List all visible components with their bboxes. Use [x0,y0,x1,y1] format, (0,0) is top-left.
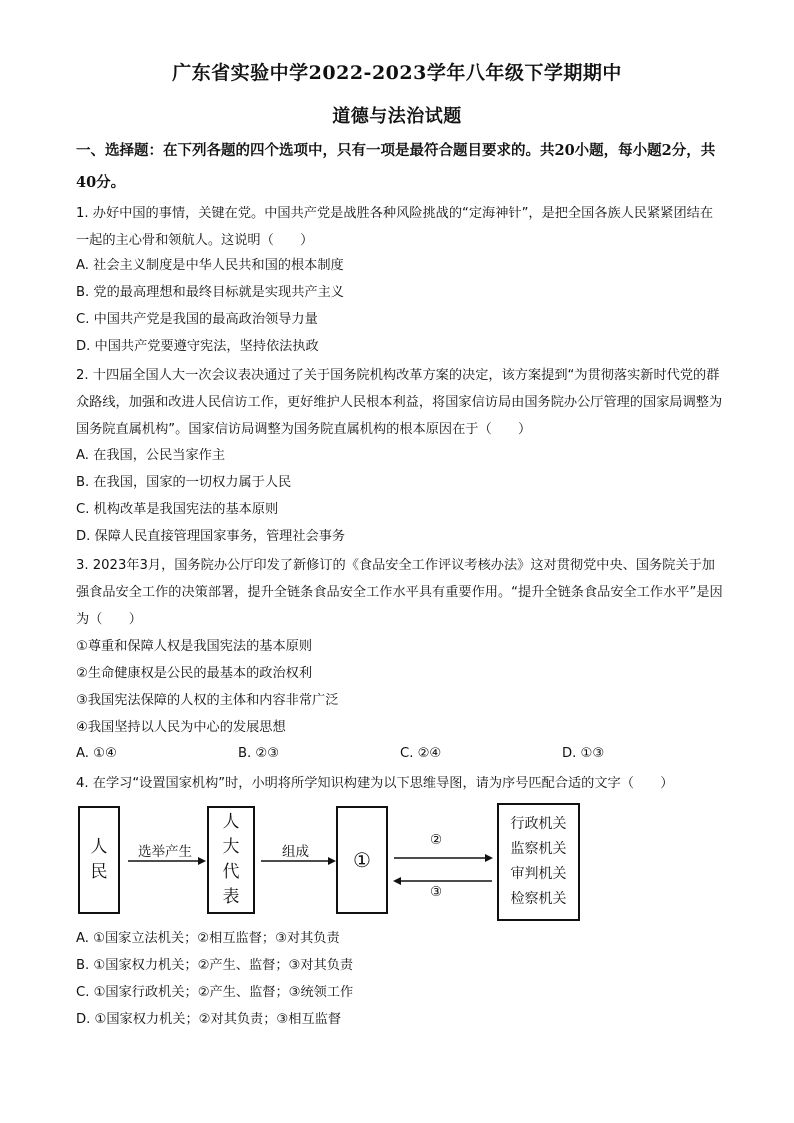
q4-option-b: B. ①国家权力机关；②产生、监督；③对其负责 [76,958,354,973]
q4-option-c: C. ①国家行政机关；②产生、监督；③统领工作 [76,985,354,1000]
blank-3-label: ③ [430,884,443,900]
q1-option-b: B. 党的最高理想和最终目标就是实现共产主义 [76,285,344,300]
q3-statement-2: ②生命健康权是公民的最基本的政治权利 [76,666,313,681]
q2-option-b: B. 在我国，国家的一切权力属于人民 [76,475,292,490]
blank-1-box [336,806,388,914]
section-instruction: 一、选择题：在下列各题的四个选项中，只有一项是最符合题目要求的。共20小题，每小题2分，共40分。 [76,142,716,191]
organ-supervisory: 监察机关 [510,841,567,857]
npc-label: 人大代表 [222,812,240,907]
blank-1-label: ① [353,848,371,872]
exam-title: 广东省实验中学2022-2023学年八年级下学期期中 [172,62,622,84]
q3-statement-1: ①尊重和保障人权是我国宪法的基本原则 [76,639,313,654]
blank-2-label: ② [430,832,443,848]
q2-option-c: C. 机构改革是我国宪法的基本原则 [76,502,279,517]
q3-option-a: A. ①④ [76,746,117,761]
q2-stem: 2. 十四届全国人大一次会议表决通过了关于国务院机构改革方案的决定，该方案提到“为贯彻落实新时代党的群众路线，加强和改进人民信访工作，更好维护人民根本利益，将国家信访局由国务院办公厅管理的国家局调整为国务院直属机构”。国家信访局调整为国务院直属机构的根本原因在于（ ） [76,368,723,437]
q3-statement-4: ④我国坚持以人民为中心的发展思想 [76,720,286,735]
exam-subtitle: 道德与法治试题 [332,106,462,127]
q1-option-d: D. 中国共产党要遵守宪法，坚持依法执政 [76,339,319,354]
compose-label: 组成 [282,844,309,860]
q4-stem: 4. 在学习“设置国家机构”时，小明将所学知识构建为以下思维导图，请为序号匹配合适的文字（ ） [76,776,674,791]
q4-option-a: A. ①国家立法机关；②相互监督；③对其负责 [76,931,340,946]
elect-label: 选举产生 [138,844,192,860]
npc-box [207,806,255,914]
q3-option-b: B. ②③ [238,746,280,761]
organ-executive: 行政机关 [510,816,567,832]
people-box [78,806,120,914]
backward-arrow [390,875,496,887]
q3-stem: 3. 2023年3月，国务院办公厅印发了新修订的《食品安全工作评议考核办法》这对贯彻党中央、国务院关于加强食品安全工作的决策部署，提升全链条食品安全工作水平具有重要作用。“提升全链条食品安全工作水平”是因为（ ） [76,558,723,627]
q1-option-c: C. 中国共产党是我国的最高政治领导力量 [76,312,318,327]
q4-option-d: D. ①国家权力机关；②对其负责；③相互监督 [76,1012,342,1027]
people-label: 人民 [90,837,108,882]
q3-option-d: D. ①③ [562,746,605,761]
q2-option-d: D. 保障人民直接管理国家事务，管理社会事务 [76,529,346,544]
organ-procuratorial: 检察机关 [510,891,567,907]
q3-option-c: C. ②④ [400,746,442,761]
q3-statement-3: ③我国宪法保障的人权的主体和内容非常广泛 [76,693,339,708]
compose-arrow [255,855,339,867]
organ-judicial: 审判机关 [510,866,567,882]
q1-option-a: A. 社会主义制度是中华人民共和国的根本制度 [76,258,344,273]
q1-stem: 1. 办好中国的事情，关键在党。中国共产党是战胜各种风险挑战的“定海神针”，是把全国各族人民紧紧团结在一起的主心骨和领航人。这说明（ ） [76,206,714,248]
state-organs-box [497,803,580,921]
q2-option-a: A. 在我国，公民当家作主 [76,448,226,463]
elect-arrow [120,855,210,867]
forward-arrow [390,852,496,864]
